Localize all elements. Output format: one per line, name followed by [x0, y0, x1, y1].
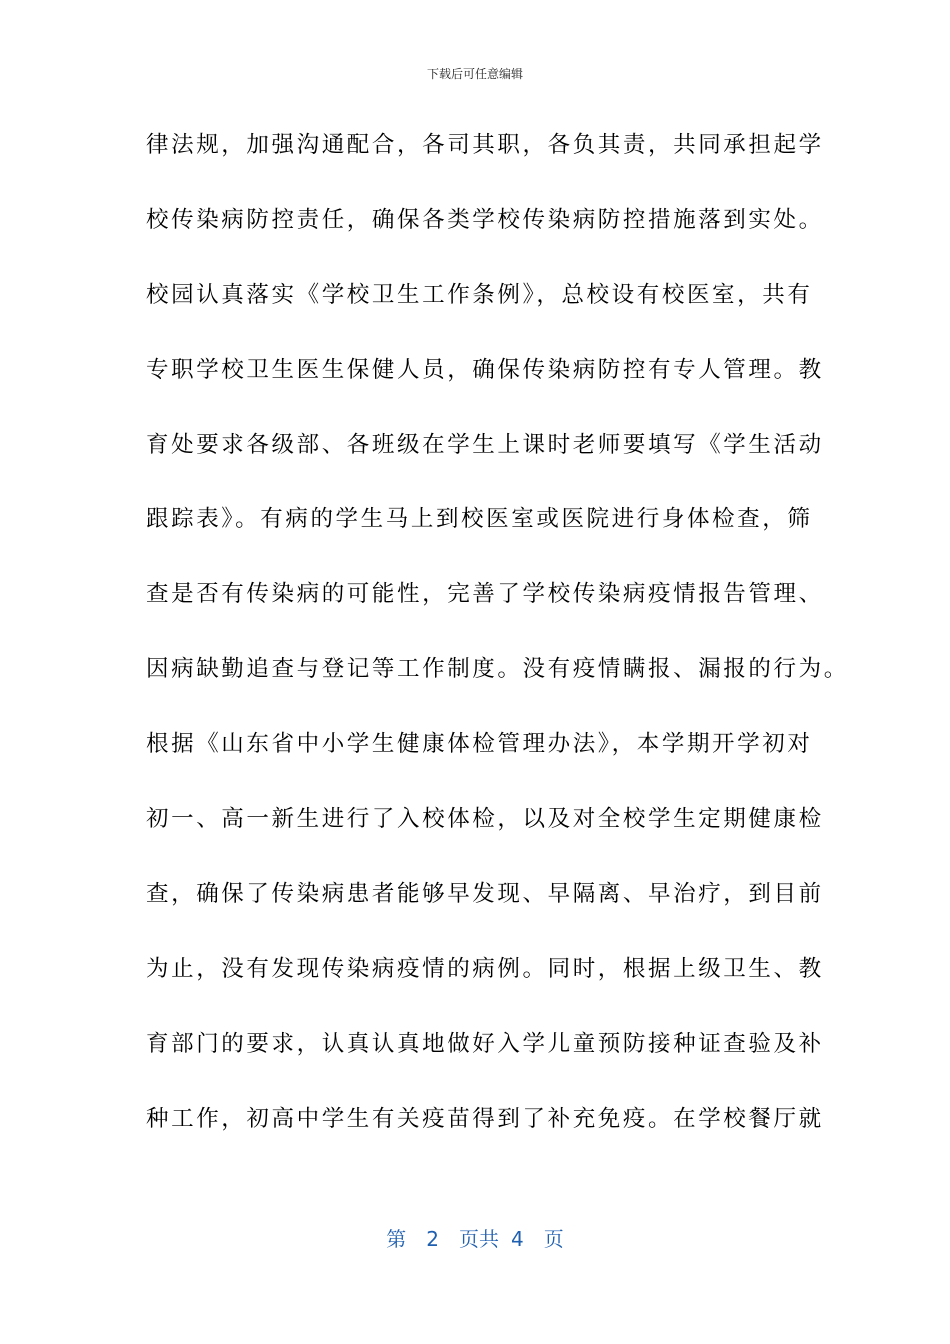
footer-current-page: 2	[426, 1227, 439, 1251]
body-line: 种工作，初高中学生有关疫苗得到了补充免疫。在学校餐厅就	[146, 1105, 824, 1132]
footer-suffix: 页	[543, 1227, 564, 1251]
body-text	[146, 123, 849, 1171]
body-line: 初一、高一新生进行了入校体检，以及对全校学生定期健康检	[146, 806, 824, 833]
body-line: 专职学校卫生医生保健人员，确保传染病防控有专人管理。教	[146, 356, 824, 383]
body-line: 因病缺勤追查与登记等工作制度。没有疫情瞒报、漏报的行为。	[146, 656, 849, 683]
body-line: 根据《山东省中小学生健康体检管理办法》，本学期开学初对	[146, 731, 813, 758]
body-line: 为止，没有发现传染病疫情的病例。同时，根据上级卫生、教	[146, 955, 824, 982]
page-footer	[0, 1226, 950, 1252]
page-header: 下载后可任意编辑	[426, 67, 523, 81]
body-line: 律法规，加强沟通配合，各司其职，各负其责，共同承担起学	[146, 132, 824, 158]
body-line: 校传染病防控责任，确保各类学校传染病防控措施落到实处。	[146, 206, 824, 233]
body-line: 跟踪表》。有病的学生马上到校医室或医院进行身体检查，筛	[146, 506, 813, 533]
body-line: 查是否有传染病的可能性，完善了学校传染病疫情报告管理、	[146, 581, 824, 608]
body-line: 校园认真落实《学校卫生工作条例》，总校设有校医室，共有	[146, 281, 813, 308]
body-line: 育处要求各级部、各班级在学生上课时老师要填写《学生活动	[146, 431, 824, 458]
footer-prefix: 第	[386, 1227, 407, 1251]
body-line: 查，确保了传染病患者能够早发现、早隔离、早治疗，到目前	[146, 880, 824, 907]
body-line: 育部门的要求，认真认真地做好入学儿童预防接种证查验及补	[146, 1030, 824, 1057]
footer-total-pages: 4	[511, 1227, 524, 1251]
footer-middle: 页共	[459, 1227, 499, 1251]
